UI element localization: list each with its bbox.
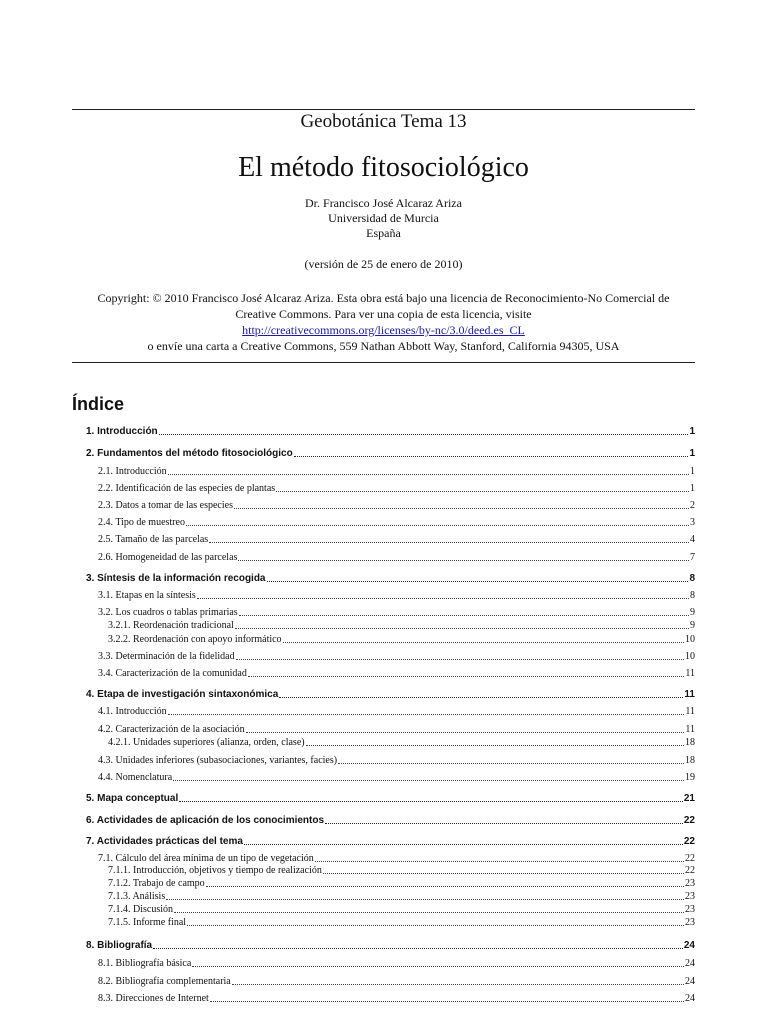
toc-entry-page: 2 bbox=[690, 500, 695, 511]
toc-entry-page: 22 bbox=[683, 836, 695, 847]
toc-entry-label: 3.3. Determinación de la fidelidad bbox=[98, 651, 235, 662]
toc-entry[interactable] bbox=[86, 835, 695, 848]
toc-entry-label: 5. Mapa conceptual bbox=[86, 793, 179, 804]
toc-entry-label: 3.2.2. Reordenación con apoyo informático bbox=[108, 634, 282, 645]
toc-entry-label: 2. Fundamentos del método fitosociológico bbox=[86, 448, 293, 459]
toc-dot-leader bbox=[236, 659, 684, 660]
toc-entry-label: 3.2.1. Reordenación tradicional bbox=[108, 620, 234, 631]
toc-entry-page: 18 bbox=[685, 755, 695, 766]
toc-entry-page: 24 bbox=[685, 976, 695, 987]
toc-entry-label: 4.2.1. Unidades superiores (alianza, orden, clase) bbox=[108, 737, 305, 748]
toc-entry-label: 4. Etapa de investigación sintaxonómica bbox=[86, 689, 279, 700]
toc-dot-leader bbox=[159, 434, 689, 435]
toc-entry[interactable] bbox=[98, 533, 695, 546]
toc-entry[interactable] bbox=[98, 650, 695, 663]
toc-entry-label: 6. Actividades de aplicación de los conocimientos bbox=[86, 815, 325, 826]
toc-entry-label: 2.6. Homogeneidad de las parcelas bbox=[98, 552, 238, 563]
index-heading: Índice bbox=[72, 394, 125, 414]
toc-entry[interactable] bbox=[98, 465, 695, 478]
toc-entry[interactable] bbox=[98, 705, 695, 718]
toc-dot-leader bbox=[267, 581, 689, 582]
toc-entry-label: 4.2. Caracterización de la asociación bbox=[98, 724, 245, 735]
toc-entry-label: 4.3. Unidades inferiores (subasociaciones, variantes, facies) bbox=[98, 755, 338, 766]
toc-dot-leader bbox=[283, 642, 684, 643]
toc-entry-label: 1. Introducción bbox=[86, 426, 158, 437]
toc-entry-label: 4.1. Introducción bbox=[98, 706, 167, 717]
toc-dot-leader bbox=[338, 763, 684, 764]
toc-entry-label: 8.3. Direcciones de Internet bbox=[98, 993, 209, 1004]
toc-entry[interactable] bbox=[98, 589, 695, 602]
toc-entry-page: 24 bbox=[685, 993, 695, 1004]
toc-entry-page: 22 bbox=[683, 815, 695, 826]
toc-entry[interactable] bbox=[98, 957, 695, 970]
toc-dot-leader bbox=[234, 508, 689, 509]
toc-entry-label: 2.2. Identificación de las especies de plantas bbox=[98, 483, 276, 494]
toc-entry-label: 8.1. Bibliografía básica bbox=[98, 958, 192, 969]
toc-entry[interactable] bbox=[108, 891, 695, 903]
bottom-rule bbox=[72, 362, 695, 363]
toc-entry-label: 7.1.4. Discusión bbox=[108, 904, 173, 915]
toc-entry-page: 22 bbox=[685, 853, 695, 864]
toc-dot-leader bbox=[206, 886, 684, 887]
toc-entry-label: 7.1. Cálculo del área mínima de un tipo de vegetación bbox=[98, 853, 314, 864]
toc-dot-leader bbox=[186, 525, 689, 526]
author-university: Universidad de Murcia bbox=[328, 211, 439, 225]
toc-entry[interactable] bbox=[98, 771, 695, 784]
toc-entry[interactable] bbox=[98, 551, 695, 564]
toc-entry[interactable] bbox=[98, 852, 695, 865]
toc-dot-leader bbox=[323, 873, 684, 874]
toc-entry[interactable] bbox=[108, 865, 695, 877]
toc-dot-leader bbox=[153, 948, 683, 949]
toc-entry-page: 22 bbox=[685, 865, 695, 876]
toc-entry[interactable] bbox=[98, 992, 695, 1005]
toc-entry[interactable] bbox=[108, 878, 695, 890]
toc-entry-page: 11 bbox=[685, 668, 695, 679]
toc-dot-leader bbox=[174, 912, 684, 913]
toc-entry-label: 8. Bibliografía bbox=[86, 940, 153, 951]
toc-dot-leader bbox=[168, 714, 685, 715]
toc-entry[interactable] bbox=[98, 499, 695, 512]
toc-dot-leader bbox=[279, 697, 683, 698]
toc-entry-page: 11 bbox=[684, 689, 695, 700]
toc-entry[interactable] bbox=[108, 904, 695, 916]
toc-dot-leader bbox=[325, 823, 683, 824]
toc-entry[interactable] bbox=[86, 572, 695, 585]
toc-dot-leader bbox=[187, 925, 684, 926]
toc-entry[interactable] bbox=[98, 667, 695, 680]
toc-dot-leader bbox=[210, 1001, 684, 1002]
copyright-line: Creative Commons. Para ver una copia de esta licencia, visite bbox=[235, 307, 532, 321]
toc-entry-page: 10 bbox=[685, 651, 695, 662]
toc-dot-leader bbox=[306, 745, 684, 746]
toc-entry-page: 9 bbox=[690, 607, 695, 618]
copyright-block bbox=[72, 290, 695, 354]
author-block bbox=[72, 196, 695, 241]
toc-dot-leader bbox=[276, 491, 689, 492]
license-link[interactable]: http://creativecommons.org/licenses/by-nc/3.0/deed.es_CL bbox=[242, 323, 525, 337]
version-note: (versión de 25 de enero de 2010) bbox=[304, 257, 463, 271]
toc-entry-page: 10 bbox=[685, 634, 695, 645]
toc-entry[interactable] bbox=[98, 723, 695, 736]
toc-entry-label: 3.4. Caracterización de la comunidad bbox=[98, 668, 247, 679]
toc-entry-page: 23 bbox=[685, 891, 695, 902]
toc-entry[interactable] bbox=[86, 425, 695, 438]
toc-entry-page: 19 bbox=[685, 772, 695, 783]
toc-entry-page: 1 bbox=[690, 466, 695, 477]
toc-entry-page: 1 bbox=[689, 448, 695, 459]
toc-entry[interactable] bbox=[86, 814, 695, 827]
toc-entry-page: 1 bbox=[689, 426, 695, 437]
toc-entry-page: 18 bbox=[685, 737, 695, 748]
toc-entry[interactable] bbox=[108, 737, 695, 749]
toc-entry-label: 2.3. Datos a tomar de las especies bbox=[98, 500, 233, 511]
toc-dot-leader bbox=[173, 780, 684, 781]
toc-entry-label: 8.2. Bibliografía complementaria bbox=[98, 976, 231, 987]
toc-dot-leader bbox=[192, 966, 684, 967]
copyright-line: o envíe una carta a Creative Commons, 559 Nathan Abbott Way, Stanford, California 94305, USA bbox=[147, 339, 620, 353]
toc-entry-page: 9 bbox=[690, 620, 695, 631]
toc-entry-label: 3. Síntesis de la información recogida bbox=[86, 573, 266, 584]
toc-dot-leader bbox=[166, 899, 684, 900]
toc-dot-leader bbox=[179, 801, 683, 802]
toc-entry-label: 2.5. Tamaño de las parcelas bbox=[98, 534, 209, 545]
toc-dot-leader bbox=[315, 861, 684, 862]
author-country: España bbox=[366, 226, 401, 240]
toc-entry-label: 3.1. Etapas en la síntesis bbox=[98, 590, 196, 601]
toc-dot-leader bbox=[294, 456, 689, 457]
toc-entry-page: 11 bbox=[685, 706, 695, 717]
toc-entry[interactable] bbox=[98, 516, 695, 529]
toc-entry-label: 2.4. Tipo de muestreo bbox=[98, 517, 185, 528]
toc-dot-leader bbox=[168, 474, 689, 475]
toc-entry-page: 23 bbox=[685, 917, 695, 928]
toc-dot-leader bbox=[209, 542, 689, 543]
toc-entry-page: 8 bbox=[690, 590, 695, 601]
toc-entry-page: 21 bbox=[683, 793, 695, 804]
toc-entry-page: 3 bbox=[690, 517, 695, 528]
toc-entry[interactable] bbox=[98, 754, 695, 767]
toc-entry[interactable] bbox=[108, 917, 695, 929]
toc-entry[interactable] bbox=[86, 792, 695, 805]
toc-dot-leader bbox=[232, 984, 684, 985]
toc-entry-label: 3.2. Los cuadros o tablas primarias bbox=[98, 607, 238, 618]
toc-entry-label: 2.1. Introducción bbox=[98, 466, 167, 477]
toc-entry-label: 4.4. Nomenclatura bbox=[98, 772, 173, 783]
toc-entry-page: 24 bbox=[685, 958, 695, 969]
toc-dot-leader bbox=[246, 732, 685, 733]
toc-dot-leader bbox=[197, 598, 689, 599]
toc-dot-leader bbox=[238, 560, 689, 561]
toc-dot-leader bbox=[244, 844, 683, 845]
copyright-line: Copyright: © 2010 Francisco José Alcaraz Ariza. Esta obra está bajo una licencia de Reconocimiento-No Comercial de bbox=[97, 291, 670, 305]
toc-entry-page: 4 bbox=[690, 534, 695, 545]
toc-dot-leader bbox=[248, 676, 685, 677]
toc-entry-page: 24 bbox=[683, 940, 695, 951]
toc-entry-label: 7.1.5. Informe final bbox=[108, 917, 187, 928]
document-title: El método fitosociológico bbox=[238, 152, 529, 183]
toc-entry-page: 8 bbox=[689, 573, 695, 584]
toc-entry-label: 7.1.2. Trabajo de campo bbox=[108, 878, 205, 889]
author-name: Dr. Francisco José Alcaraz Ariza bbox=[305, 196, 462, 210]
toc-entry[interactable] bbox=[98, 482, 695, 495]
toc-entry[interactable] bbox=[108, 620, 695, 632]
toc-entry-label: 7.1.3. Análisis bbox=[108, 891, 166, 902]
toc-entry-page: 7 bbox=[690, 552, 695, 563]
toc-entry[interactable] bbox=[98, 606, 695, 619]
toc-entry-page: 1 bbox=[690, 483, 695, 494]
toc-entry[interactable] bbox=[86, 939, 695, 952]
toc-entry[interactable] bbox=[86, 447, 695, 460]
toc-dot-leader bbox=[235, 628, 689, 629]
toc-dot-leader bbox=[239, 615, 689, 616]
toc-entry-page: 23 bbox=[685, 878, 695, 889]
toc-entry[interactable] bbox=[108, 634, 695, 646]
toc-entry[interactable] bbox=[86, 688, 695, 701]
toc-entry-page: 23 bbox=[685, 904, 695, 915]
toc-entry[interactable] bbox=[98, 975, 695, 988]
document-subject: Geobotánica Tema 13 bbox=[300, 111, 467, 132]
toc-entry-label: 7. Actividades prácticas del tema bbox=[86, 836, 243, 847]
toc-entry-label: 7.1.1. Introducción, objetivos y tiempo de realización bbox=[108, 865, 322, 876]
toc-entry-page: 11 bbox=[685, 724, 695, 735]
